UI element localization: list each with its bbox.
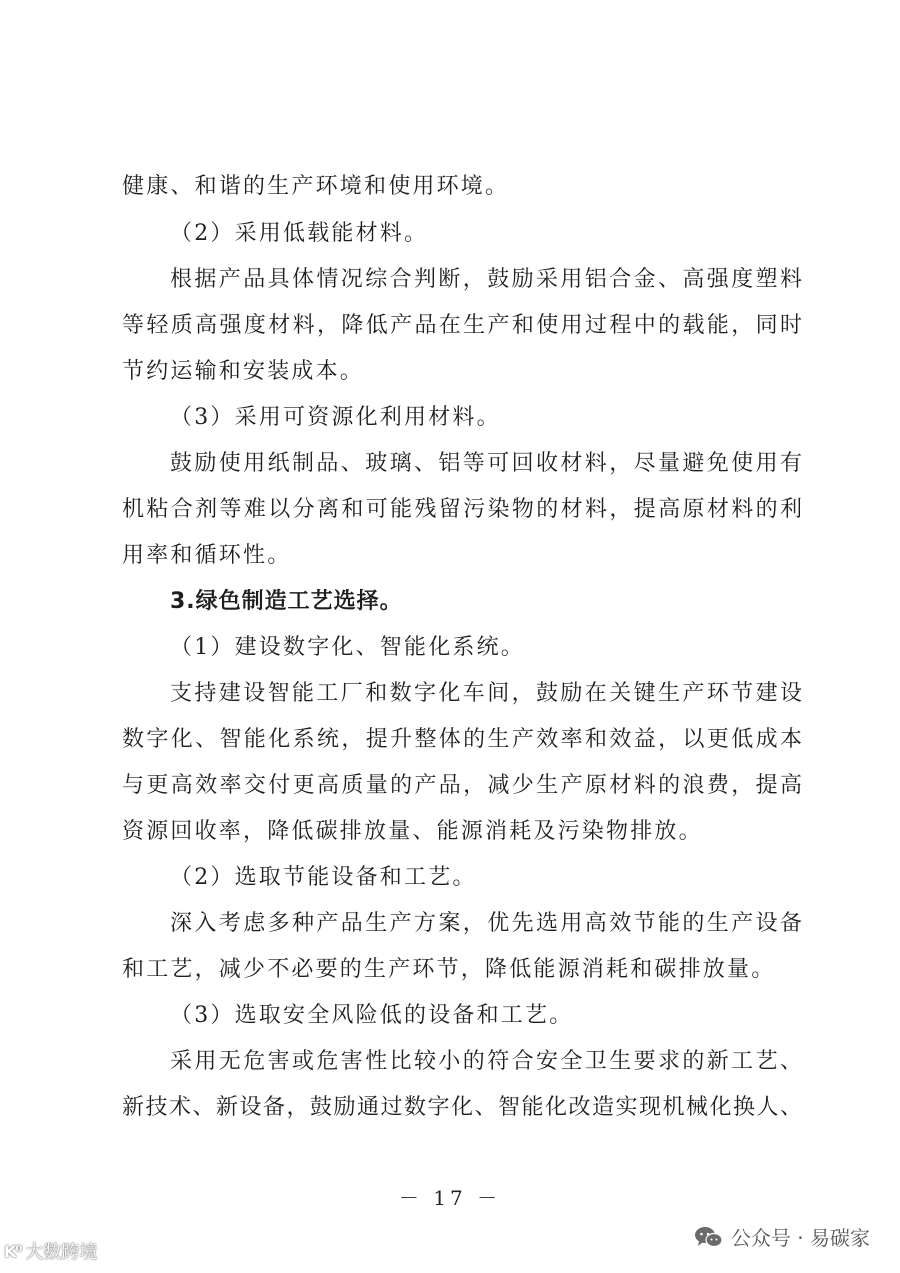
watermark-right-text: 公众号 · 易碳家 bbox=[730, 1226, 870, 1250]
text-line: 和工艺，减少不必要的生产环节，降低能源消耗和碳排放量。 bbox=[122, 957, 776, 982]
text-line: 节约运输和安装成本。 bbox=[122, 359, 365, 384]
text-line: 健康、和谐的生产环境和使用环境。 bbox=[122, 174, 510, 199]
text-line: 机粘合剂等难以分离和可能残留污染物的材料，提高原材料的利 bbox=[122, 497, 802, 522]
watermark-logo: K⁰ bbox=[4, 1241, 22, 1261]
watermark-left bbox=[4, 1238, 97, 1264]
text-line: 支持建设智能工厂和数字化车间，鼓励在关键生产环节建设 bbox=[170, 681, 802, 706]
text-line: 根据产品具体情况综合判断，鼓励采用铝合金、高强度塑料 bbox=[170, 267, 802, 292]
page-number: － 17 － bbox=[398, 1186, 502, 1210]
text-line: 深入考虑多种产品生产方案，优先选用高效节能的生产设备 bbox=[170, 911, 802, 936]
text-line: 等轻质高强度材料，降低产品在生产和使用过程中的载能，同时 bbox=[122, 313, 802, 338]
watermark-right bbox=[693, 1222, 870, 1251]
text-line: 数字化、智能化系统，提升整体的生产效率和效益，以更低成本 bbox=[122, 727, 802, 752]
subheading-line: （1）建设数字化、智能化系统。 bbox=[170, 635, 525, 660]
subheading-line: （2）选取节能设备和工艺。 bbox=[170, 865, 477, 890]
text-line: 与更高效率交付更高质量的产品，减少生产原材料的浪费，提高 bbox=[122, 773, 802, 798]
wechat-icon bbox=[693, 1225, 723, 1249]
subheading-line: （3）选取安全风险低的设备和工艺。 bbox=[170, 1003, 574, 1028]
text-line: 采用无危害或危害性比较小的符合安全卫生要求的新工艺、 bbox=[170, 1049, 802, 1074]
text-line: 用率和循环性。 bbox=[122, 543, 292, 568]
section-heading: 3.绿色制造工艺选择。 bbox=[170, 589, 403, 614]
subheading-line: （3）采用可资源化利用材料。 bbox=[170, 405, 501, 430]
text-line: 新技术、新设备，鼓励通过数字化、智能化改造实现机械化换人、 bbox=[122, 1095, 802, 1120]
text-line: 鼓励使用纸制品、玻璃、铝等可回收材料，尽量避免使用有 bbox=[170, 451, 802, 476]
watermark-left-text: 大数跨境 bbox=[25, 1242, 98, 1263]
text-line: 资源回收率，降低碳排放量、能源消耗及污染物排放。 bbox=[122, 819, 703, 844]
subheading-line: （2）采用低载能材料。 bbox=[170, 221, 429, 246]
